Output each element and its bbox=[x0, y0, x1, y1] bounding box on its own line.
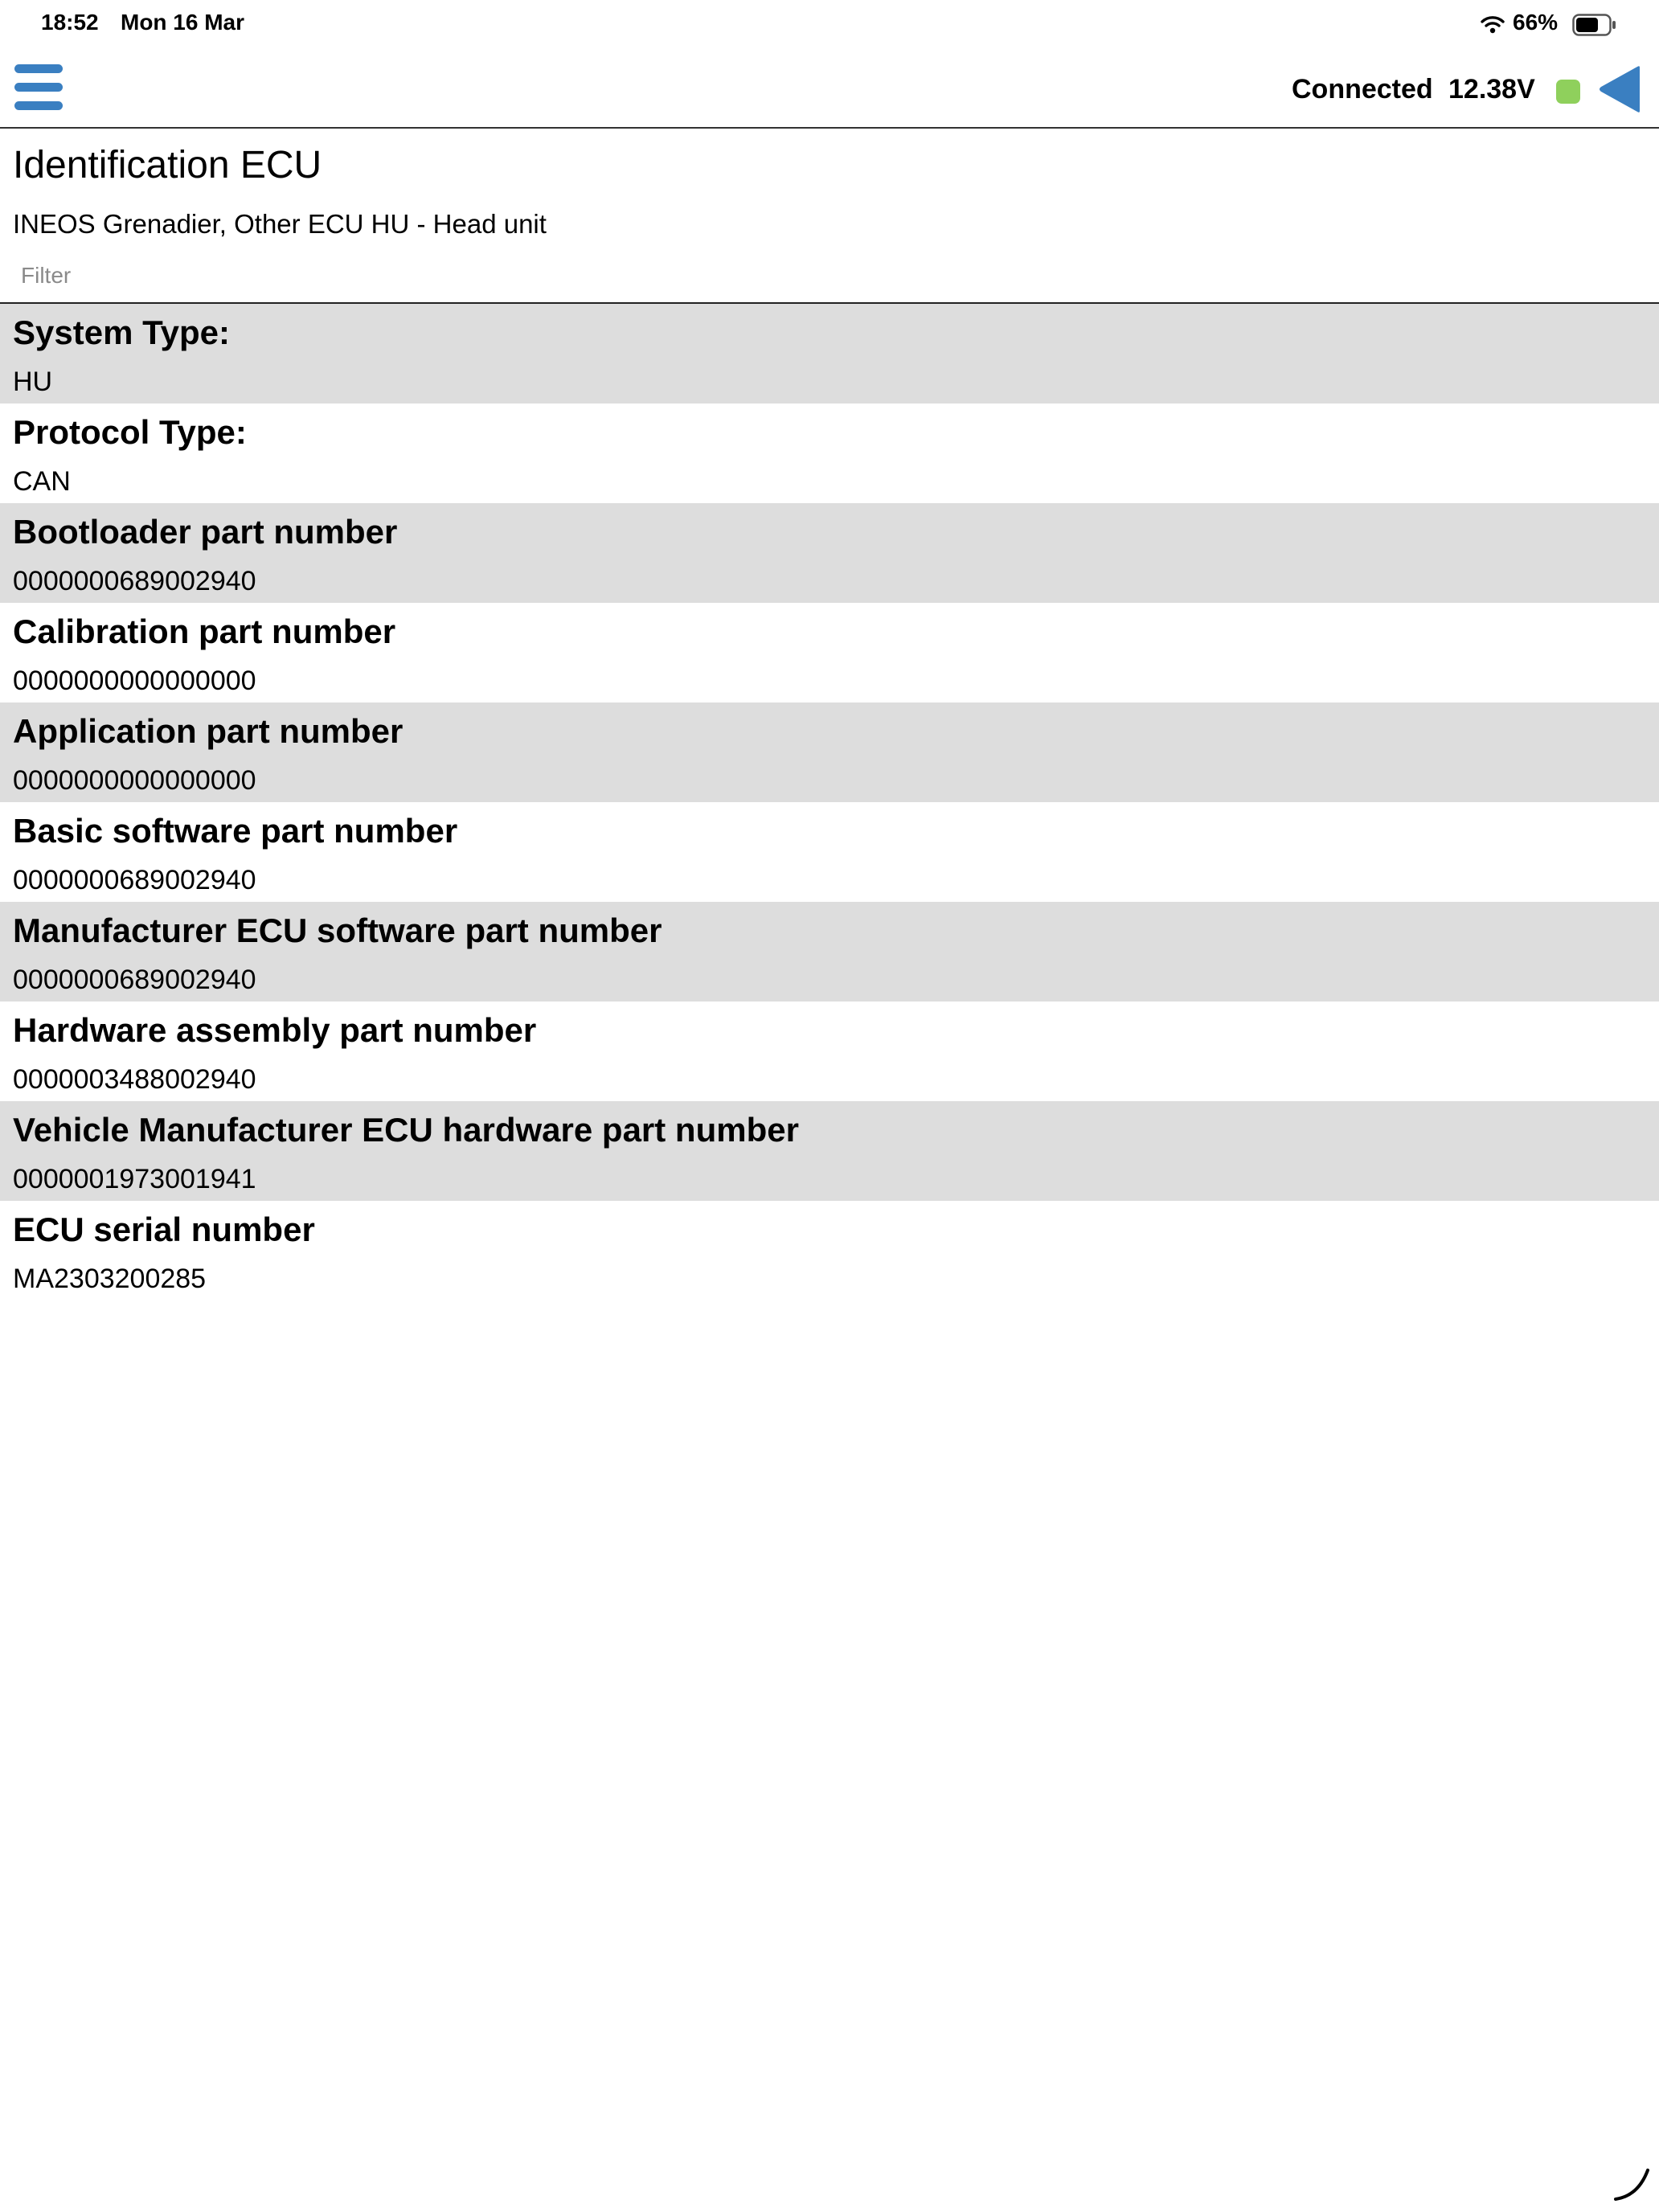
status-date: Mon 16 Mar bbox=[121, 10, 245, 35]
item-label: Protocol Type: bbox=[13, 413, 247, 451]
item-value: 0000001973001941 bbox=[13, 1164, 256, 1194]
item-label: Application part number bbox=[13, 712, 403, 750]
item-value: CAN bbox=[13, 466, 71, 497]
battery-percent: 66% bbox=[1513, 10, 1559, 35]
item-value: 0000000000000000 bbox=[13, 666, 256, 696]
item-value: 0000000689002940 bbox=[13, 865, 256, 895]
connection-indicator bbox=[1556, 80, 1580, 104]
item-value: 0000003488002940 bbox=[13, 1064, 256, 1095]
item-value: 0000000689002940 bbox=[13, 965, 256, 995]
item-value: 0000000689002940 bbox=[13, 566, 256, 596]
item-label: System Type: bbox=[13, 313, 230, 351]
list-item bbox=[0, 403, 1659, 503]
item-label: Basic software part number bbox=[13, 812, 458, 850]
list-item bbox=[0, 503, 1659, 603]
battery-voltage: 12.38V bbox=[1448, 74, 1535, 104]
menu-icon[interactable] bbox=[14, 63, 63, 113]
list-item bbox=[0, 1201, 1659, 1301]
list-item bbox=[0, 703, 1659, 802]
list-item bbox=[0, 304, 1659, 403]
page-title: Identification ECU bbox=[13, 144, 322, 186]
identification-list bbox=[0, 304, 1659, 1301]
list-item bbox=[0, 603, 1659, 703]
vehicle-ecu-subtitle: INEOS Grenadier, Other ECU HU - Head unit bbox=[13, 209, 547, 239]
battery-icon bbox=[1572, 14, 1617, 36]
status-time: 18:52 bbox=[41, 10, 99, 35]
connection-status: Connected bbox=[1292, 74, 1433, 104]
item-label: Bootloader part number bbox=[13, 513, 398, 551]
item-value: MA2303200285 bbox=[13, 1264, 207, 1294]
item-value: HU bbox=[13, 367, 53, 397]
item-label: ECU serial number bbox=[13, 1210, 315, 1248]
item-label: Vehicle Manufacturer ECU hardware part number bbox=[13, 1111, 799, 1149]
list-item bbox=[0, 1002, 1659, 1101]
list-item bbox=[0, 1101, 1659, 1201]
item-label: Manufacturer ECU software part number bbox=[13, 911, 662, 949]
item-label: Calibration part number bbox=[13, 612, 396, 650]
nav-bar bbox=[0, 51, 1659, 129]
resize-handle-icon[interactable] bbox=[1611, 2162, 1653, 2204]
list-item bbox=[0, 802, 1659, 902]
wifi-icon bbox=[1481, 14, 1505, 34]
item-label: Hardware assembly part number bbox=[13, 1011, 537, 1049]
filter-input[interactable] bbox=[21, 259, 1628, 293]
item-value: 0000000000000000 bbox=[13, 765, 256, 796]
back-icon[interactable] bbox=[1596, 64, 1643, 114]
status-bar bbox=[0, 0, 1659, 51]
list-item bbox=[0, 902, 1659, 1002]
